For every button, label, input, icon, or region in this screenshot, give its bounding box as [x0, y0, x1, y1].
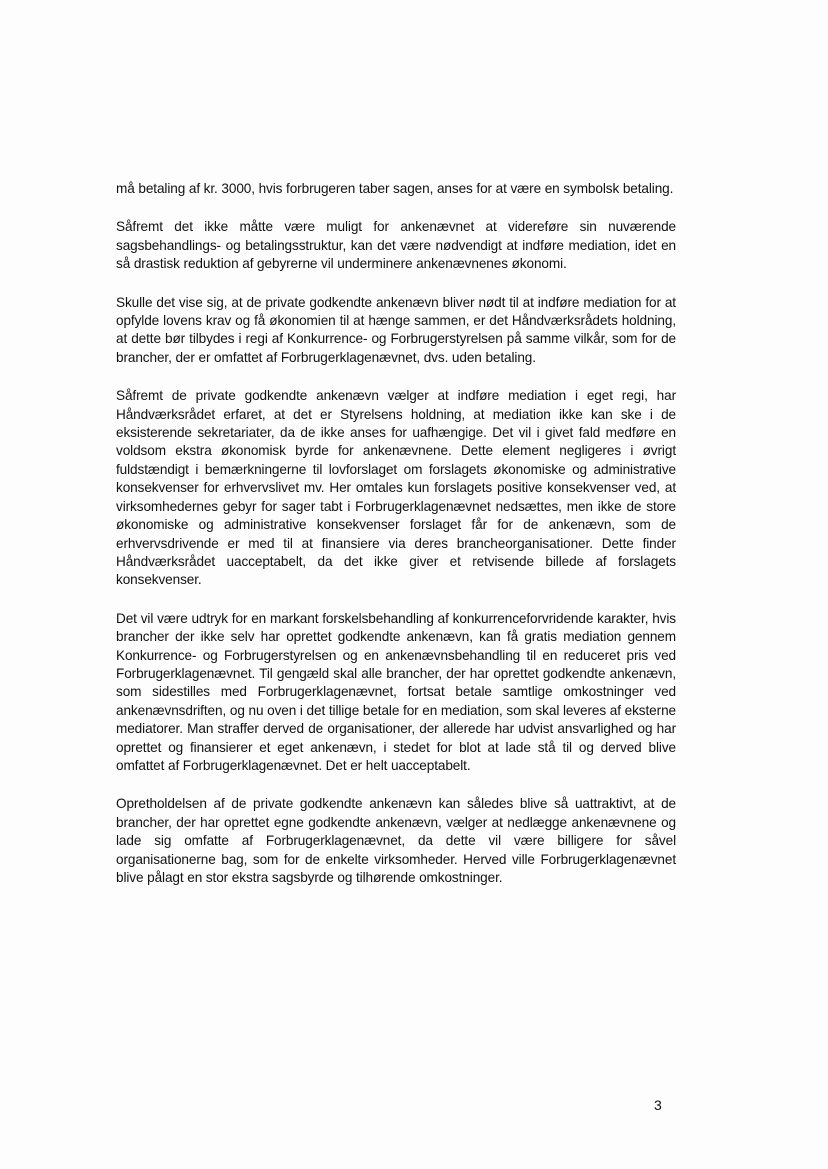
paragraph-4: Såfremt de private godkendte ankenævn vælger at indføre mediation i eget regi, har Håndværksrådet erfaret, at det er Styrelsens holdning, at mediation ikke kan ske i de eksisterende sekretariater, da de ikke anses for uafhængige. Det vil i givet fald medføre en voldsom ekstra økonomisk byrde for ankenævnene. Dette element negligeres i øvrigt fuldstændigt i bemærkningerne til lovforslaget om forslagets økonomiske og administrative konsekvenser for erhvervslivet mv. Her omtales kun forslagets positive konsekvenser ved, at virksomhedernes gebyr for sager tabt i Forbrugerklagenævnet nedsættes, men ikke de store økonomiske og administrative konsekvenser forslaget får for de ankenævn, som de erhvervsdrivende er med til at finansiere via deres brancheorganisationer. Dette finder Håndværksrådet uacceptabelt, da det ikke giver et retvisende billede af forslagets konsekvenser.	[116, 388, 676, 588]
paragraph-2: Såfremt det ikke måtte være muligt for ankenævnet at videreføre sin nuværende sagsbehandlings- og betalingsstruktur, kan det være nødvendigt at indføre mediation, idet en så drastisk reduktion af gebyrerne vil underminere ankenævnenes økonomi.	[116, 219, 676, 272]
paragraph-1: må betaling af kr. 3000, hvis forbrugeren taber sagen, anses for at være en symbolsk betaling.	[116, 181, 674, 196]
page-number: 3	[654, 1097, 662, 1113]
paragraph-3: Skulle det vise sig, at de private godkendte ankenævn bliver nødt til at indføre mediation for at opfylde lovens krav og få økonomien til at hænge sammen, er det Håndværksrådets holdning, at dette bør tilbydes i regi af Konkurrence- og Forbrugerstyrelsen på samme vilkår, som for de brancher, der er omfattet af Forbrugerklagenævnet, dvs. uden betaling.	[116, 294, 676, 365]
paragraph-6: Opretholdelsen af de private godkendte ankenævn kan således blive så uattraktivt, at de brancher, der har oprettet egne godkendte ankenævn, vælger at nedlægge ankenævnene og lade sig omfatte af Forbrugerklagenævnet, da dette vil være billigere for såvel organisationerne bag, som for de enkelte virksomheder. Herved ville Forbrugerklagenævnet blive pålagt en stor ekstra sagsbyrde og tilhørende omkostninger.	[116, 796, 676, 885]
paragraph-5: Det vil være udtryk for en markant forskelsbehandling af konkurrenceforvridende karakter, hvis brancher der ikke selv har oprettet godkendte ankenævn, kan få gratis mediation gennem Konkurrence- og Forbrugerstyrelsen og en ankenævnsbehandling til en reduceret pris ved Forbrugerklagenævnet. Til gengæld skal alle brancher, der har oprettet godkendte ankenævn, som sidestilles med Forbrugerklagenævnet, fortsat betale samtlige omkostninger ved ankenævnsdriften, og nu oven i det tillige betale for en mediation, som skal leveres af eksterne mediatorer. Man straffer derved de organisationer, der allerede har udvist ansvarlighed og har oprettet og finansierer et eget ankenævn, i stedet for blot at lade stå til og derved blive omfattet af Forbrugerklagenævnet. Det er helt uacceptabelt.	[116, 610, 676, 773]
document-body	[116, 180, 676, 907]
